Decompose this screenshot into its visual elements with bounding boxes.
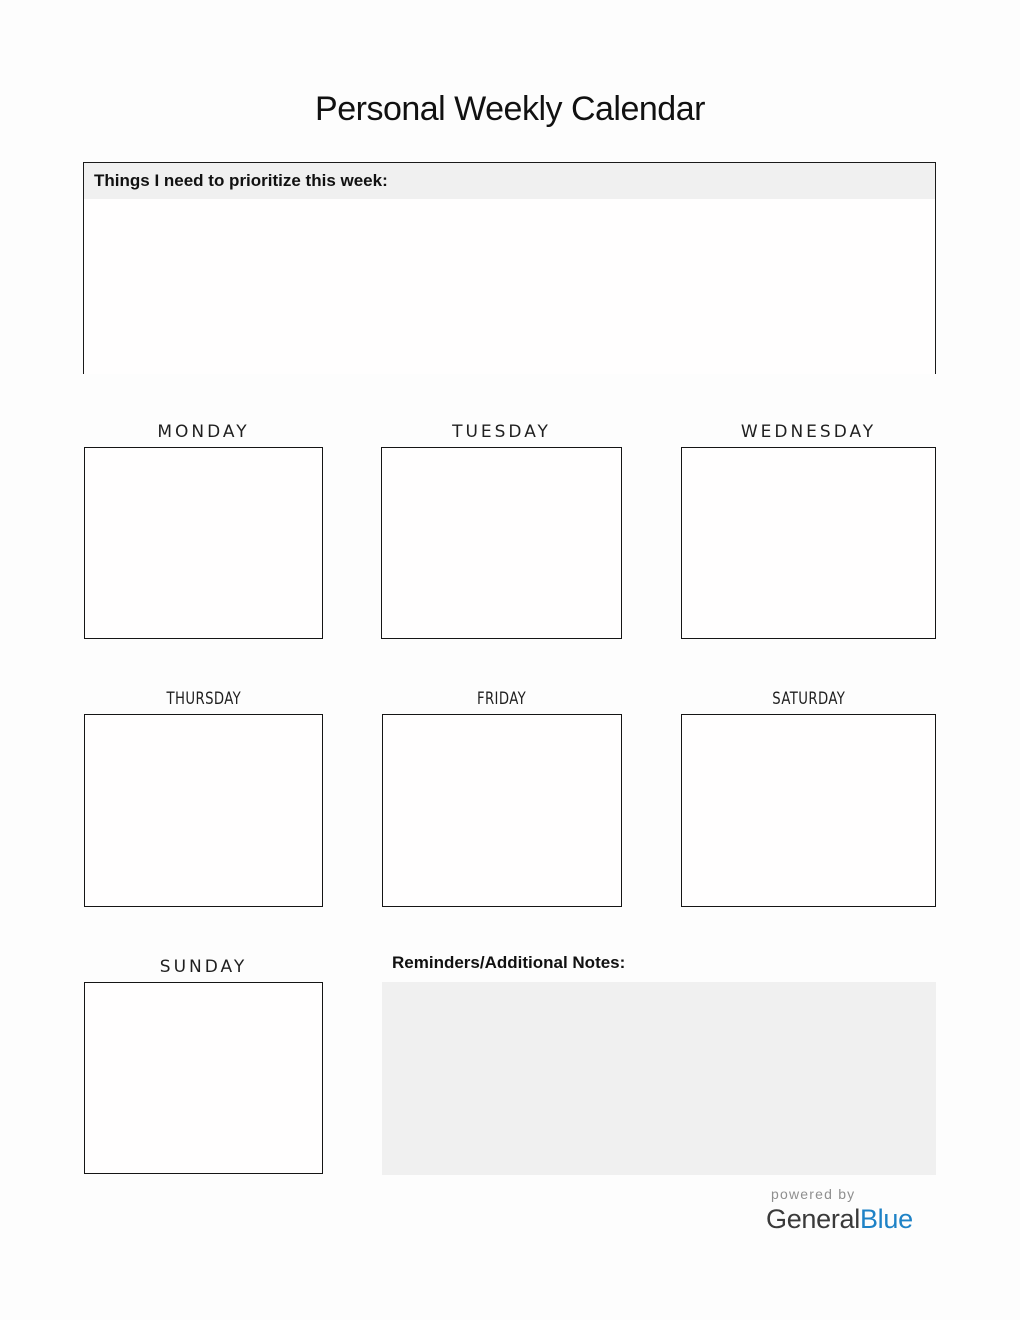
page-title: Personal Weekly Calendar xyxy=(315,90,705,128)
reminders-label: Reminders/Additional Notes: xyxy=(392,953,626,972)
day-label-wednesday: WEDNESDAY xyxy=(740,422,877,442)
day-cell-saturday xyxy=(681,684,936,907)
day-cell-monday xyxy=(84,417,323,639)
day-box-wednesday[interactable] xyxy=(681,447,936,639)
day-box-sunday[interactable] xyxy=(84,982,323,1174)
priority-notes-area[interactable] xyxy=(84,199,935,374)
day-label-sunday: SUNDAY xyxy=(159,957,248,977)
day-cell-thursday xyxy=(84,684,323,907)
day-cell-friday xyxy=(382,684,622,907)
day-box-thursday[interactable] xyxy=(84,714,323,907)
day-label-monday: MONDAY xyxy=(157,422,250,442)
brand-blue-text: Blue xyxy=(859,1204,913,1234)
brand-logo[interactable] xyxy=(766,1186,936,1235)
reminders-notes-area[interactable] xyxy=(382,982,936,1175)
day-box-friday[interactable] xyxy=(382,714,622,907)
day-label-thursday: THURSDAY xyxy=(166,689,241,709)
day-cell-wednesday xyxy=(681,417,936,639)
powered-by-text: powered by xyxy=(771,1186,856,1202)
day-cell-tuesday xyxy=(381,417,622,639)
priority-section-header xyxy=(84,163,935,199)
day-label-friday: FRIDAY xyxy=(477,689,527,709)
day-box-saturday[interactable] xyxy=(681,714,936,907)
brand-general-text: General xyxy=(766,1204,860,1234)
priority-label: Things I need to prioritize this week: xyxy=(94,171,388,190)
day-cell-sunday xyxy=(84,952,323,1174)
priority-section xyxy=(83,162,936,374)
day-box-monday[interactable] xyxy=(84,447,323,639)
day-label-saturday: SATURDAY xyxy=(772,689,845,709)
brand-wordmark xyxy=(766,1204,936,1235)
day-box-tuesday[interactable] xyxy=(381,447,622,639)
day-label-tuesday: TUESDAY xyxy=(452,422,551,442)
